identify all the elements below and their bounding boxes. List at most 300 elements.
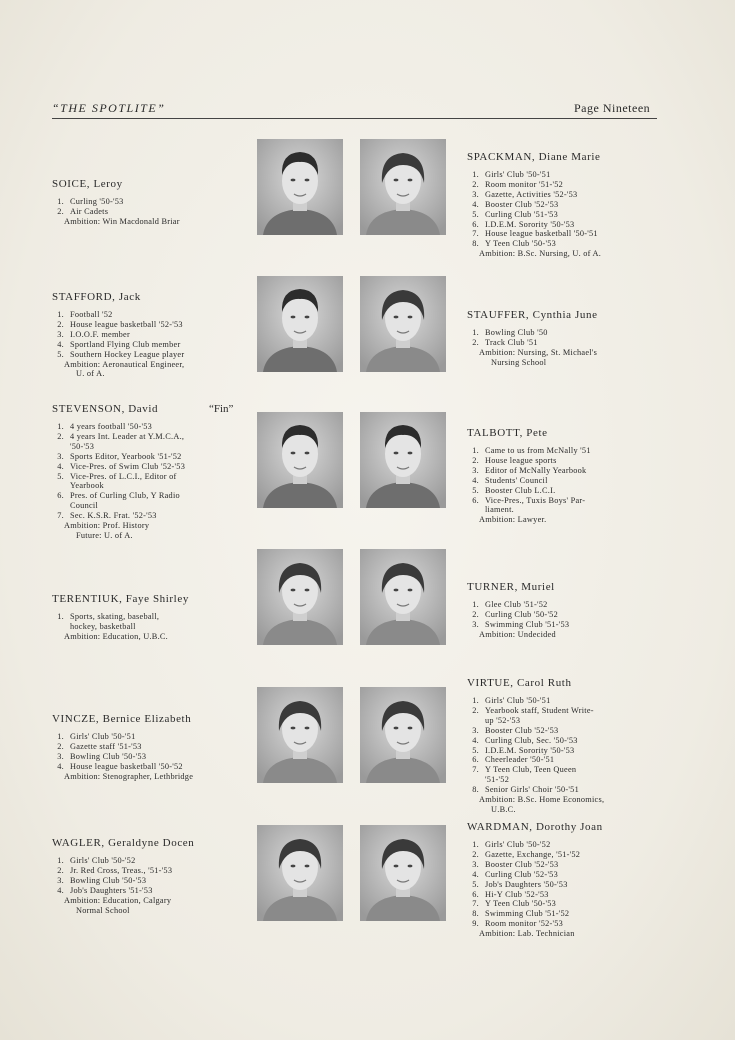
activity-text-line: Track Club '51 <box>485 337 538 347</box>
activity-number: 8. <box>472 239 479 249</box>
activity-list <box>52 732 252 772</box>
activity-text <box>70 207 247 217</box>
activity-list <box>52 422 252 521</box>
activity-text <box>485 880 667 890</box>
activity-item <box>52 856 252 866</box>
activity-number: 8. <box>472 785 479 795</box>
activity-text-line: Students' Council <box>485 475 548 485</box>
activity-text-line: hockey, basketball <box>70 621 136 631</box>
activity-text-line: House league basketball '50-'51 <box>485 229 598 239</box>
activity-text-line: Y Teen Club '50-'53 <box>485 239 556 249</box>
activity-number: 2. <box>57 319 64 329</box>
activity-text-line: Gazette, Exchange, '51-'52 <box>485 849 581 859</box>
ambition-line: Normal School <box>76 905 130 915</box>
activity-number: 5. <box>472 745 479 755</box>
activity-text <box>485 496 667 516</box>
activity-text <box>485 726 672 736</box>
activity-item <box>467 338 667 348</box>
activity-item <box>52 310 252 320</box>
activity-text <box>485 239 667 249</box>
publication-title: “THE SPOTLITE” <box>52 101 166 115</box>
activity-number: 1. <box>472 840 479 849</box>
activity-item <box>467 696 672 706</box>
activity-item <box>467 180 667 190</box>
activity-number: 6. <box>472 755 479 765</box>
activity-item <box>467 850 667 860</box>
activity-text-line: Swimming Club '51-'52 <box>485 909 570 919</box>
activity-item <box>52 422 252 432</box>
activity-list <box>52 197 247 217</box>
activity-text <box>70 432 252 452</box>
activity-item <box>52 762 252 772</box>
activity-text-line: Girls' Club '50-'52 <box>70 856 136 865</box>
activity-item <box>467 610 667 620</box>
activity-number: 6. <box>57 491 64 501</box>
activity-number: 5. <box>57 349 64 359</box>
activity-number: 4. <box>57 339 64 349</box>
activity-item <box>467 880 667 890</box>
activity-text <box>485 170 667 180</box>
ambition-line: Ambition: B.Sc. Home Economics, <box>479 795 605 805</box>
activity-item <box>467 746 672 756</box>
activity-list <box>467 840 667 929</box>
activity-number: 7. <box>57 511 64 521</box>
activity-list <box>52 310 252 360</box>
ambition-line: Ambition: Win Macdonald Briar <box>64 216 180 226</box>
ambition <box>467 515 667 525</box>
activity-text-line: Sportland Flying Club member <box>70 339 181 349</box>
activity-number: 2. <box>472 455 479 465</box>
activity-number: 2. <box>472 705 479 715</box>
activity-text-line: Girls' Club '50-'51 <box>485 696 551 705</box>
activity-item <box>467 220 667 230</box>
student-entry <box>52 291 252 379</box>
activity-number: 1. <box>57 422 64 431</box>
activity-item <box>467 726 672 736</box>
activity-text-line: Glee Club '51-'52 <box>485 600 548 609</box>
student-entry <box>467 821 667 939</box>
ambition-line: Ambition: Nursing, St. Michael's <box>479 347 598 357</box>
activity-number: 3. <box>472 619 479 629</box>
activity-number: 3. <box>472 465 479 475</box>
student-name: VINCZE, Bernice Elizabeth <box>52 713 192 725</box>
activity-text <box>70 340 252 350</box>
activity-text <box>485 746 672 756</box>
ambition <box>52 772 252 782</box>
activity-number: 4. <box>472 735 479 745</box>
portrait-photo <box>360 825 446 921</box>
ambition <box>467 348 667 368</box>
ambition-line: Ambition: Undecided <box>479 629 556 639</box>
activity-item <box>52 197 247 207</box>
activity-text-line: Pres. of Curling Club, Y Radio <box>70 491 180 501</box>
activity-item <box>467 239 667 249</box>
activity-number: 4. <box>57 761 64 771</box>
portrait-photo <box>257 276 343 372</box>
activity-text <box>70 612 252 632</box>
activity-number: 2. <box>472 849 479 859</box>
student-name: STAFFORD, Jack <box>52 291 141 303</box>
activity-item <box>52 330 252 340</box>
activity-item <box>467 919 667 929</box>
ambition-line: Ambition: Prof. History <box>64 521 150 531</box>
activity-text <box>70 491 252 511</box>
activity-text-line: Booster Club '52-'53 <box>485 725 559 735</box>
student-entry <box>467 677 672 815</box>
activity-text-line: Curling Club '52-'53 <box>485 869 558 879</box>
activity-text-line: Gazette, Activities '52-'53 <box>485 189 578 199</box>
activity-text <box>485 899 667 909</box>
activity-number: 6. <box>472 219 479 229</box>
portrait-photo <box>257 825 343 921</box>
activity-number: 3. <box>57 875 64 885</box>
activity-text-line: Vice-Pres. of Swim Club '52-'53 <box>70 461 186 471</box>
portrait-photo <box>360 549 446 645</box>
activity-text-line: Senior Girls' Choir '50-'51 <box>485 785 579 795</box>
activity-text-line: Girls' Club '50-'51 <box>70 732 136 741</box>
activity-list <box>467 446 667 515</box>
activity-text-line: Curling '50-'53 <box>70 197 124 206</box>
activity-text <box>485 840 667 850</box>
activity-item <box>467 486 667 496</box>
activity-text <box>485 220 667 230</box>
activity-number: 3. <box>472 189 479 199</box>
ambition-line: Ambition: Education, U.B.C. <box>64 631 169 641</box>
activity-text <box>70 511 252 521</box>
student-name: TERENTIUK, Faye Shirley <box>52 593 189 605</box>
activity-text-line: Curling Club '50-'52 <box>485 609 558 619</box>
activity-text-line: Room monitor '52-'53 <box>485 919 564 929</box>
activity-text-line: Sports Editor, Yearbook '51-'52 <box>70 451 182 461</box>
activity-number: 2. <box>57 865 64 875</box>
activity-number: 5. <box>472 209 479 219</box>
activity-text <box>485 620 667 630</box>
activity-text-line: Vice-Pres. of L.C.I., Editor of <box>70 471 177 481</box>
activity-text <box>485 919 667 929</box>
activity-text-line: Y Teen Club, Teen Queen <box>485 765 577 775</box>
activity-item <box>467 600 667 610</box>
activity-text <box>485 890 667 900</box>
activity-item <box>467 200 667 210</box>
activity-text-line: Air Cadets <box>70 206 109 216</box>
activity-text <box>485 338 667 348</box>
activity-text-line: Job's Daughters '50-'53 <box>485 879 568 889</box>
activity-text <box>70 452 252 462</box>
activity-number: 7. <box>472 229 479 239</box>
activity-text <box>70 197 247 207</box>
header-rule <box>52 118 657 119</box>
activity-text-line: Y Teen Club '50-'53 <box>485 899 556 909</box>
student-name: VIRTUE, Carol Ruth <box>467 677 572 689</box>
activity-number: 1. <box>472 600 479 609</box>
activity-text-line: Sec. K.S.R. Frat. '52-'53 <box>70 511 157 521</box>
activity-text-line: '50-'53 <box>70 441 95 451</box>
activity-text <box>485 456 667 466</box>
activity-list <box>467 600 667 630</box>
activity-text-line: Booster Club '52-'53 <box>485 199 559 209</box>
activity-item <box>467 765 672 785</box>
student-name: STAUFFER, Cynthia June <box>467 309 598 321</box>
activity-text <box>485 466 667 476</box>
portrait-photo <box>360 412 446 508</box>
activity-item <box>52 320 252 330</box>
activity-text <box>485 765 672 785</box>
activity-text <box>485 190 667 200</box>
activity-text <box>485 446 667 456</box>
activity-item <box>467 909 667 919</box>
activity-list <box>467 170 667 249</box>
ambition <box>467 795 672 815</box>
activity-item <box>467 229 667 239</box>
activity-list <box>467 696 672 795</box>
activity-text-line: Hi-Y Club '52-'53 <box>485 889 549 899</box>
activity-number: 4. <box>57 461 64 471</box>
activity-number: 1. <box>472 328 479 337</box>
student-name: WAGLER, Geraldyne Docen <box>52 837 195 849</box>
portrait-photo <box>360 139 446 235</box>
activity-text-line: Editor of McNally Yearbook <box>485 465 587 475</box>
activity-text-line: Girls' Club '50-'51 <box>485 170 551 179</box>
portrait-photo <box>360 687 446 783</box>
activity-text <box>485 860 667 870</box>
activity-number: 6. <box>472 889 479 899</box>
activity-number: 2. <box>57 741 64 751</box>
ambition-line: Ambition: Lawyer. <box>479 515 547 525</box>
activity-text-line: 4 years football '50-'53 <box>70 422 153 431</box>
ambition-line: U. of A. <box>76 369 105 379</box>
activity-number: 4. <box>472 869 479 879</box>
activity-item <box>467 190 667 200</box>
portrait-photo <box>257 549 343 645</box>
student-entry <box>467 581 667 640</box>
student-entry <box>52 178 247 227</box>
ambition-line: Ambition: Aeronautical Engineer, <box>64 359 185 369</box>
activity-item <box>467 170 667 180</box>
portrait-photo <box>257 687 343 783</box>
activity-item <box>52 462 252 472</box>
portrait-photo <box>257 139 343 235</box>
activity-text-line: Cheerleader '50-'51 <box>485 755 555 765</box>
activity-text <box>70 472 252 492</box>
activity-text-line: Room monitor '51-'52 <box>485 179 564 189</box>
activity-text-line: Yearbook staff, Student Write- <box>485 705 594 715</box>
activity-text-line: Sports, skating, baseball, <box>70 612 160 621</box>
activity-text <box>70 330 252 340</box>
activity-number: 4. <box>472 475 479 485</box>
activity-list <box>52 612 252 632</box>
ambition-line: Ambition: Stenographer, Lethbridge <box>64 771 194 781</box>
activity-item <box>52 340 252 350</box>
activity-text <box>70 320 252 330</box>
activity-item <box>52 432 252 452</box>
activity-text <box>70 876 252 886</box>
activity-text <box>485 870 667 880</box>
activity-text-line: Came to us from McNally '51 <box>485 446 591 455</box>
activity-text <box>485 706 672 726</box>
activity-item <box>52 491 252 511</box>
activity-text-line: House league basketball '52-'53 <box>70 319 183 329</box>
activity-item <box>467 620 667 630</box>
activity-text <box>70 732 252 742</box>
ambition-line: U.B.C. <box>491 804 516 814</box>
activity-text-line: Vice-Pres., Tuxis Boys' Par- <box>485 495 586 505</box>
student-name: TALBOTT, Pete <box>467 427 548 439</box>
activity-number: 5. <box>472 485 479 495</box>
activity-number: 8. <box>472 909 479 919</box>
activity-number: 3. <box>472 725 479 735</box>
activity-text <box>485 328 667 338</box>
activity-text <box>70 762 252 772</box>
activity-text-line: I.D.E.M. Sorority '50-'53 <box>485 745 575 755</box>
student-name: WARDMAN, Dorothy Joan <box>467 821 603 833</box>
activity-number: 1. <box>57 197 64 206</box>
activity-item <box>52 612 252 632</box>
activity-text <box>485 850 667 860</box>
activity-text <box>70 866 252 876</box>
portrait-photo <box>257 412 343 508</box>
activity-item <box>52 207 247 217</box>
activity-number: 3. <box>57 451 64 461</box>
activity-item <box>467 755 672 765</box>
student-entry <box>52 713 252 782</box>
activity-item <box>467 899 667 909</box>
activity-text <box>70 886 252 896</box>
activity-text <box>485 736 672 746</box>
activity-text <box>485 210 667 220</box>
activity-text-line: Curling Club, Sec. '50-'53 <box>485 735 578 745</box>
activity-number: 1. <box>57 856 64 865</box>
activity-text-line: Bowling Club '50 <box>485 328 548 337</box>
activity-item <box>467 476 667 486</box>
activity-item <box>52 511 252 521</box>
activity-item <box>52 886 252 896</box>
activity-item <box>52 752 252 762</box>
activity-number: 1. <box>472 696 479 705</box>
activity-text <box>485 229 667 239</box>
activity-number: 2. <box>472 179 479 189</box>
activity-number: 2. <box>472 337 479 347</box>
activity-text <box>70 310 252 320</box>
activity-text-line: Job's Daughters '51-'53 <box>70 885 153 895</box>
activity-text-line: 4 years Int. Leader at Y.M.C.A., <box>70 431 185 441</box>
page-number: Page Nineteen <box>574 101 651 115</box>
activity-text <box>485 476 667 486</box>
student-name: TURNER, Muriel <box>467 581 555 593</box>
student-name: SPACKMAN, Diane Marie <box>467 151 601 163</box>
activity-text <box>70 856 252 866</box>
activity-text-line: Southern Hockey League player <box>70 349 185 359</box>
ambition-line: Nursing School <box>491 357 547 367</box>
activity-number: 3. <box>472 859 479 869</box>
student-entry <box>52 837 252 915</box>
activity-item <box>467 840 667 850</box>
activity-item <box>52 452 252 462</box>
activity-text-line: Football '52 <box>70 310 113 319</box>
activity-text <box>485 486 667 496</box>
activity-text <box>485 785 672 795</box>
student-nickname: “Fin” <box>209 403 234 415</box>
activity-item <box>467 890 667 900</box>
activity-text-line: '51-'52 <box>485 775 510 785</box>
activity-text-line: House league basketball '50-'52 <box>70 761 183 771</box>
activity-text-line: Yearbook <box>70 481 104 491</box>
activity-item <box>52 472 252 492</box>
activity-number: 1. <box>472 170 479 179</box>
activity-text-line: Council <box>70 501 99 511</box>
activity-text <box>70 462 252 472</box>
activity-number: 4. <box>57 885 64 895</box>
activity-text-line: Booster Club '52-'53 <box>485 859 559 869</box>
activity-text <box>485 755 672 765</box>
activity-number: 9. <box>472 919 479 929</box>
activity-text-line: House league sports <box>485 455 557 465</box>
activity-number: 1. <box>57 310 64 319</box>
activity-text-line: liament. <box>485 505 514 515</box>
activity-item <box>467 466 667 476</box>
activity-number: 2. <box>57 206 64 216</box>
activity-text-line: Jr. Red Cross, Treas., '51-'53 <box>70 865 173 875</box>
portrait-photo <box>360 276 446 372</box>
ambition <box>467 929 667 939</box>
activity-number: 1. <box>57 612 64 621</box>
activity-item <box>52 876 252 886</box>
ambition <box>467 249 667 259</box>
activity-number: 2. <box>57 431 64 441</box>
activity-text <box>70 752 252 762</box>
ambition-line: Ambition: Lab. Technician <box>479 929 575 939</box>
student-entry <box>467 427 667 525</box>
activity-item <box>52 742 252 752</box>
activity-number: 7. <box>472 899 479 909</box>
activity-text <box>485 610 667 620</box>
activity-text <box>70 742 252 752</box>
activity-text-line: Curling Club '51-'53 <box>485 209 558 219</box>
ambition <box>52 521 252 541</box>
activity-text <box>70 422 252 432</box>
activity-text-line: Gazette staff '51-'53 <box>70 741 142 751</box>
activity-number: 5. <box>472 879 479 889</box>
activity-item <box>467 456 667 466</box>
activity-text-line: I.D.E.M. Sorority '50-'53 <box>485 219 575 229</box>
activity-text <box>70 350 252 360</box>
student-entry <box>467 151 667 259</box>
student-name: STEVENSON, David <box>52 403 159 415</box>
ambition-line: Future: U. of A. <box>76 530 133 540</box>
ambition <box>52 360 252 380</box>
activity-item <box>467 496 667 516</box>
activity-item <box>467 860 667 870</box>
activity-text <box>485 600 667 610</box>
activity-number: 7. <box>472 765 479 775</box>
activity-item <box>467 328 667 338</box>
student-entry <box>52 403 252 541</box>
activity-number: 3. <box>57 329 64 339</box>
activity-item <box>467 785 672 795</box>
student-entry <box>52 593 252 642</box>
activity-item <box>467 870 667 880</box>
activity-item <box>467 706 672 726</box>
activity-number: 2. <box>472 609 479 619</box>
activity-text-line: Swimming Club '51-'53 <box>485 619 570 629</box>
activity-item <box>467 736 672 746</box>
activity-text-line: Girls' Club '50-'52 <box>485 840 551 849</box>
ambition <box>52 217 247 227</box>
activity-text-line: up '52-'53 <box>485 715 521 725</box>
activity-text <box>485 909 667 919</box>
activity-text <box>485 200 667 210</box>
activity-list <box>52 856 252 896</box>
activity-text-line: Bowling Club '50-'53 <box>70 875 147 885</box>
